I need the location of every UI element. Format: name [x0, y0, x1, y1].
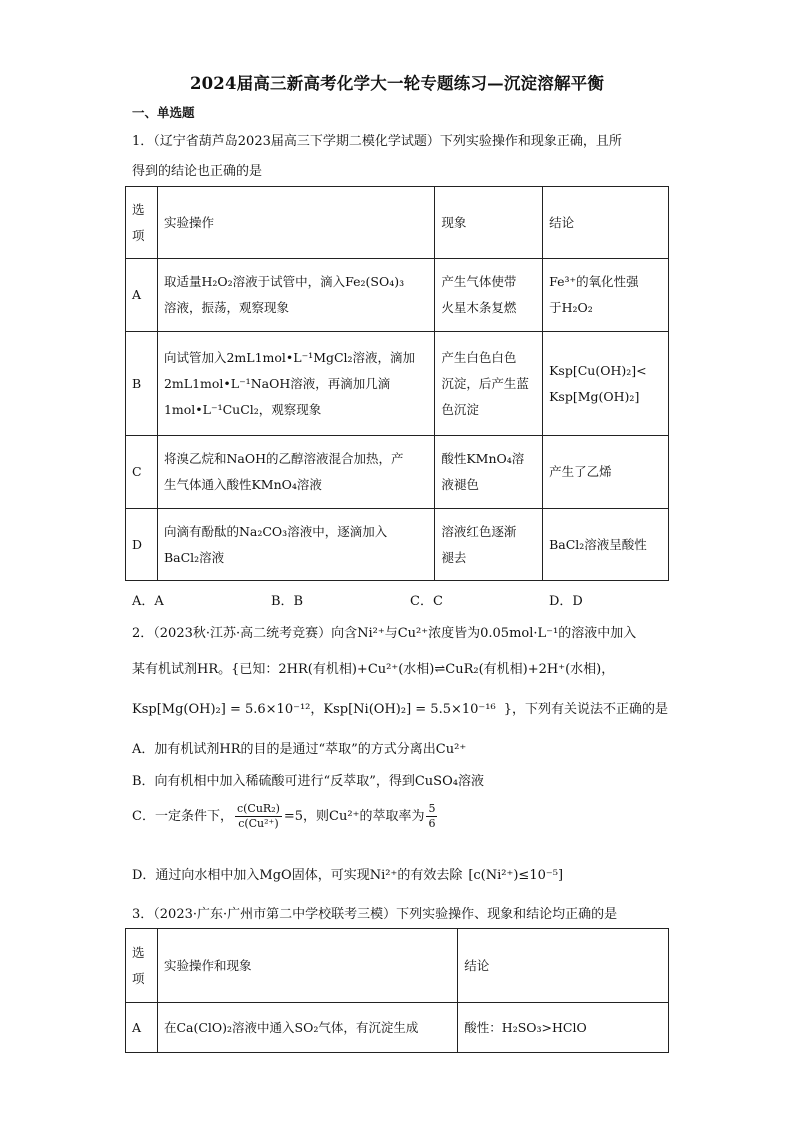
q2-option-d-condition: [c(Ni²⁺)≤10⁻⁵] [468, 868, 564, 883]
q2-ksp-mg: Ksp[Mg(OH)₂] = 5.6×10⁻¹² [132, 702, 311, 717]
q3-header-option-1: 选 [132, 944, 145, 960]
q1-header-option-1: 选 [132, 201, 145, 217]
q1-row-concl-line: Ksp[Mg(OH)₂] [549, 388, 640, 404]
q1-stem-line2: 得到的结论也正确的是 [132, 164, 263, 179]
q3-row-a [126, 1003, 669, 1053]
q3-row-operation: 在Ca(ClO)₂溶液中通入SO₂气体，有沉淀生成 [157, 1003, 457, 1053]
q3-header-operation: 实验操作和现象 [157, 929, 457, 1003]
q1-row-op-line: 取适量H₂O₂溶液于试管中，滴入Fe₂(SO₄)₃ [163, 274, 405, 289]
q1-row-c [126, 436, 669, 509]
q1-stem-line1: 1．（辽宁省葫芦岛2023届高三下学期二模化学试题）下列实验操作和现象正确，且所 [132, 134, 622, 149]
q2-ksp-separator: ， [310, 702, 324, 717]
q2-option-c-middle: =5，则Cu²⁺的萃取率为 [283, 809, 425, 824]
q1-row-option: A [126, 259, 158, 332]
document-title: 2024届高三新高考化学大一轮专题练习—沉淀溶解平衡 [189, 74, 605, 93]
q1-row-d [126, 509, 669, 581]
q2-option-c[interactable] [132, 802, 439, 831]
q1-row-ph-line: 产生白色白色 [441, 349, 517, 365]
q3-header-row [126, 929, 669, 1003]
q1-row-op-line: 溶液，振荡，观察现象 [163, 300, 289, 315]
q1-row-ph-line: 褪去 [441, 549, 467, 565]
q1-option-c[interactable]: C．C [410, 594, 443, 609]
q1-row-ph-line: 沉淀，后产生蓝 [441, 375, 529, 391]
q1-table [125, 186, 669, 581]
q2-ratio-numerator: c(CuR₂) [236, 802, 280, 815]
q2-option-c-prefix: C．一定条件下， [132, 809, 233, 824]
q3-header-conclusion: 结论 [458, 929, 669, 1003]
q2-ratio-fraction [235, 802, 282, 831]
q1-row-ph-line: 火星木条复燃 [441, 300, 517, 315]
q1-option-a[interactable]: A．A [132, 594, 164, 609]
q2-stem-line1: 2．（2023秋·江苏·高二统考竞赛）向含Ni²⁺与Cu²⁺浓度皆为0.05mol·L⁻¹的溶液中加入 [132, 626, 637, 641]
q2-stem-line3 [132, 698, 668, 717]
q2-option-a[interactable]: A．加有机试剂HR的目的是通过“萃取”的方式分离出Cu²⁺ [132, 742, 467, 757]
q1-row-concl-line: Ksp[Cu(OH)₂]< [549, 362, 647, 378]
q1-row-ph-line: 色沉淀 [441, 401, 479, 417]
q3-table [125, 928, 669, 1053]
q1-row-concl-line: 于H₂O₂ [549, 300, 593, 315]
q1-row-op-line: 将溴乙烷和NaOH的乙醇溶液混合加热，产 [163, 451, 404, 466]
q1-header-phenomenon: 现象 [435, 187, 543, 259]
q2-ratio-denominator: c(Cu²⁺) [238, 817, 279, 830]
q3-row-option: A [126, 1003, 158, 1053]
q2-rate-numerator: 5 [428, 802, 436, 815]
q3-row-conclusion: 酸性：H₂SO₃>HClO [458, 1003, 669, 1053]
q2-option-d-text: D．通过向水相中加入MgO固体，可实现Ni²⁺的有效去除 [132, 868, 463, 883]
q1-row-concl-line: Fe³⁺的氧化性强 [549, 274, 639, 289]
q2-option-b[interactable]: B．向有机相中加入稀硫酸可进行“反萃取”，得到CuSO₄溶液 [132, 774, 484, 789]
q1-row-ph-line: 溶液红色逐渐 [441, 523, 517, 539]
q1-header-row [126, 187, 669, 259]
q3-header-option-2: 项 [132, 970, 145, 986]
q1-row-a [126, 259, 669, 332]
q1-header-operation: 实验操作 [157, 187, 434, 259]
q2-option-d[interactable] [132, 864, 563, 883]
q1-row-op-line: 向试管加入2mL1mol•L⁻¹MgCl₂溶液，滴加 [163, 349, 416, 365]
q1-row-ph-line: 酸性KMnO₄溶 [441, 451, 525, 466]
q2-stem-line2: 某有机试剂HR。{已知：2HR(有机相)+Cu²⁺(水相)⇌CuR₂(有机相)+2H⁺(水相)， [132, 662, 615, 677]
q1-row-option: B [126, 332, 158, 436]
q1-row-op-line: 1mol•L⁻¹CuCl₂，观察现象 [163, 401, 322, 417]
q1-row-op-line: 向滴有酚酞的Na₂CO₃溶液中，逐滴加入 [163, 523, 388, 539]
q1-header-option-2: 项 [132, 227, 145, 243]
q1-row-ph-line: 液褪色 [441, 477, 479, 492]
q1-header-conclusion: 结论 [543, 187, 669, 259]
section-heading: 一、单选题 [132, 105, 195, 120]
q3-stem: 3．（2023·广东·广州市第二中学校联考三模）下列实验操作、现象和结论均正确的是 [132, 907, 618, 922]
q1-row-option: C [126, 436, 158, 509]
q2-rate-fraction [426, 802, 437, 831]
q2-rate-denominator: 6 [428, 817, 436, 830]
q2-stem-tail: }，下列有关说法不正确的是 [503, 702, 668, 717]
q1-row-ph-line: 产生气体使带 [441, 274, 517, 289]
q1-row-b [126, 332, 669, 436]
q1-option-b[interactable]: B．B [271, 594, 304, 609]
q1-row-op-line: 2mL1mol•L⁻¹NaOH溶液，再滴加几滴 [163, 375, 391, 391]
q1-row-op-line: BaCl₂溶液 [163, 549, 225, 565]
q2-ksp-ni: Ksp[Ni(OH)₂] = 5.5×10⁻¹⁶ [323, 702, 496, 717]
q1-row-concl-line: 产生了乙烯 [543, 436, 669, 509]
q1-row-op-line: 生气体通入酸性KMnO₄溶液 [163, 477, 322, 492]
q1-row-option: D [126, 509, 158, 581]
q1-row-concl-line: BaCl₂溶液呈酸性 [543, 509, 669, 581]
q1-option-d[interactable]: D．D [549, 594, 583, 609]
